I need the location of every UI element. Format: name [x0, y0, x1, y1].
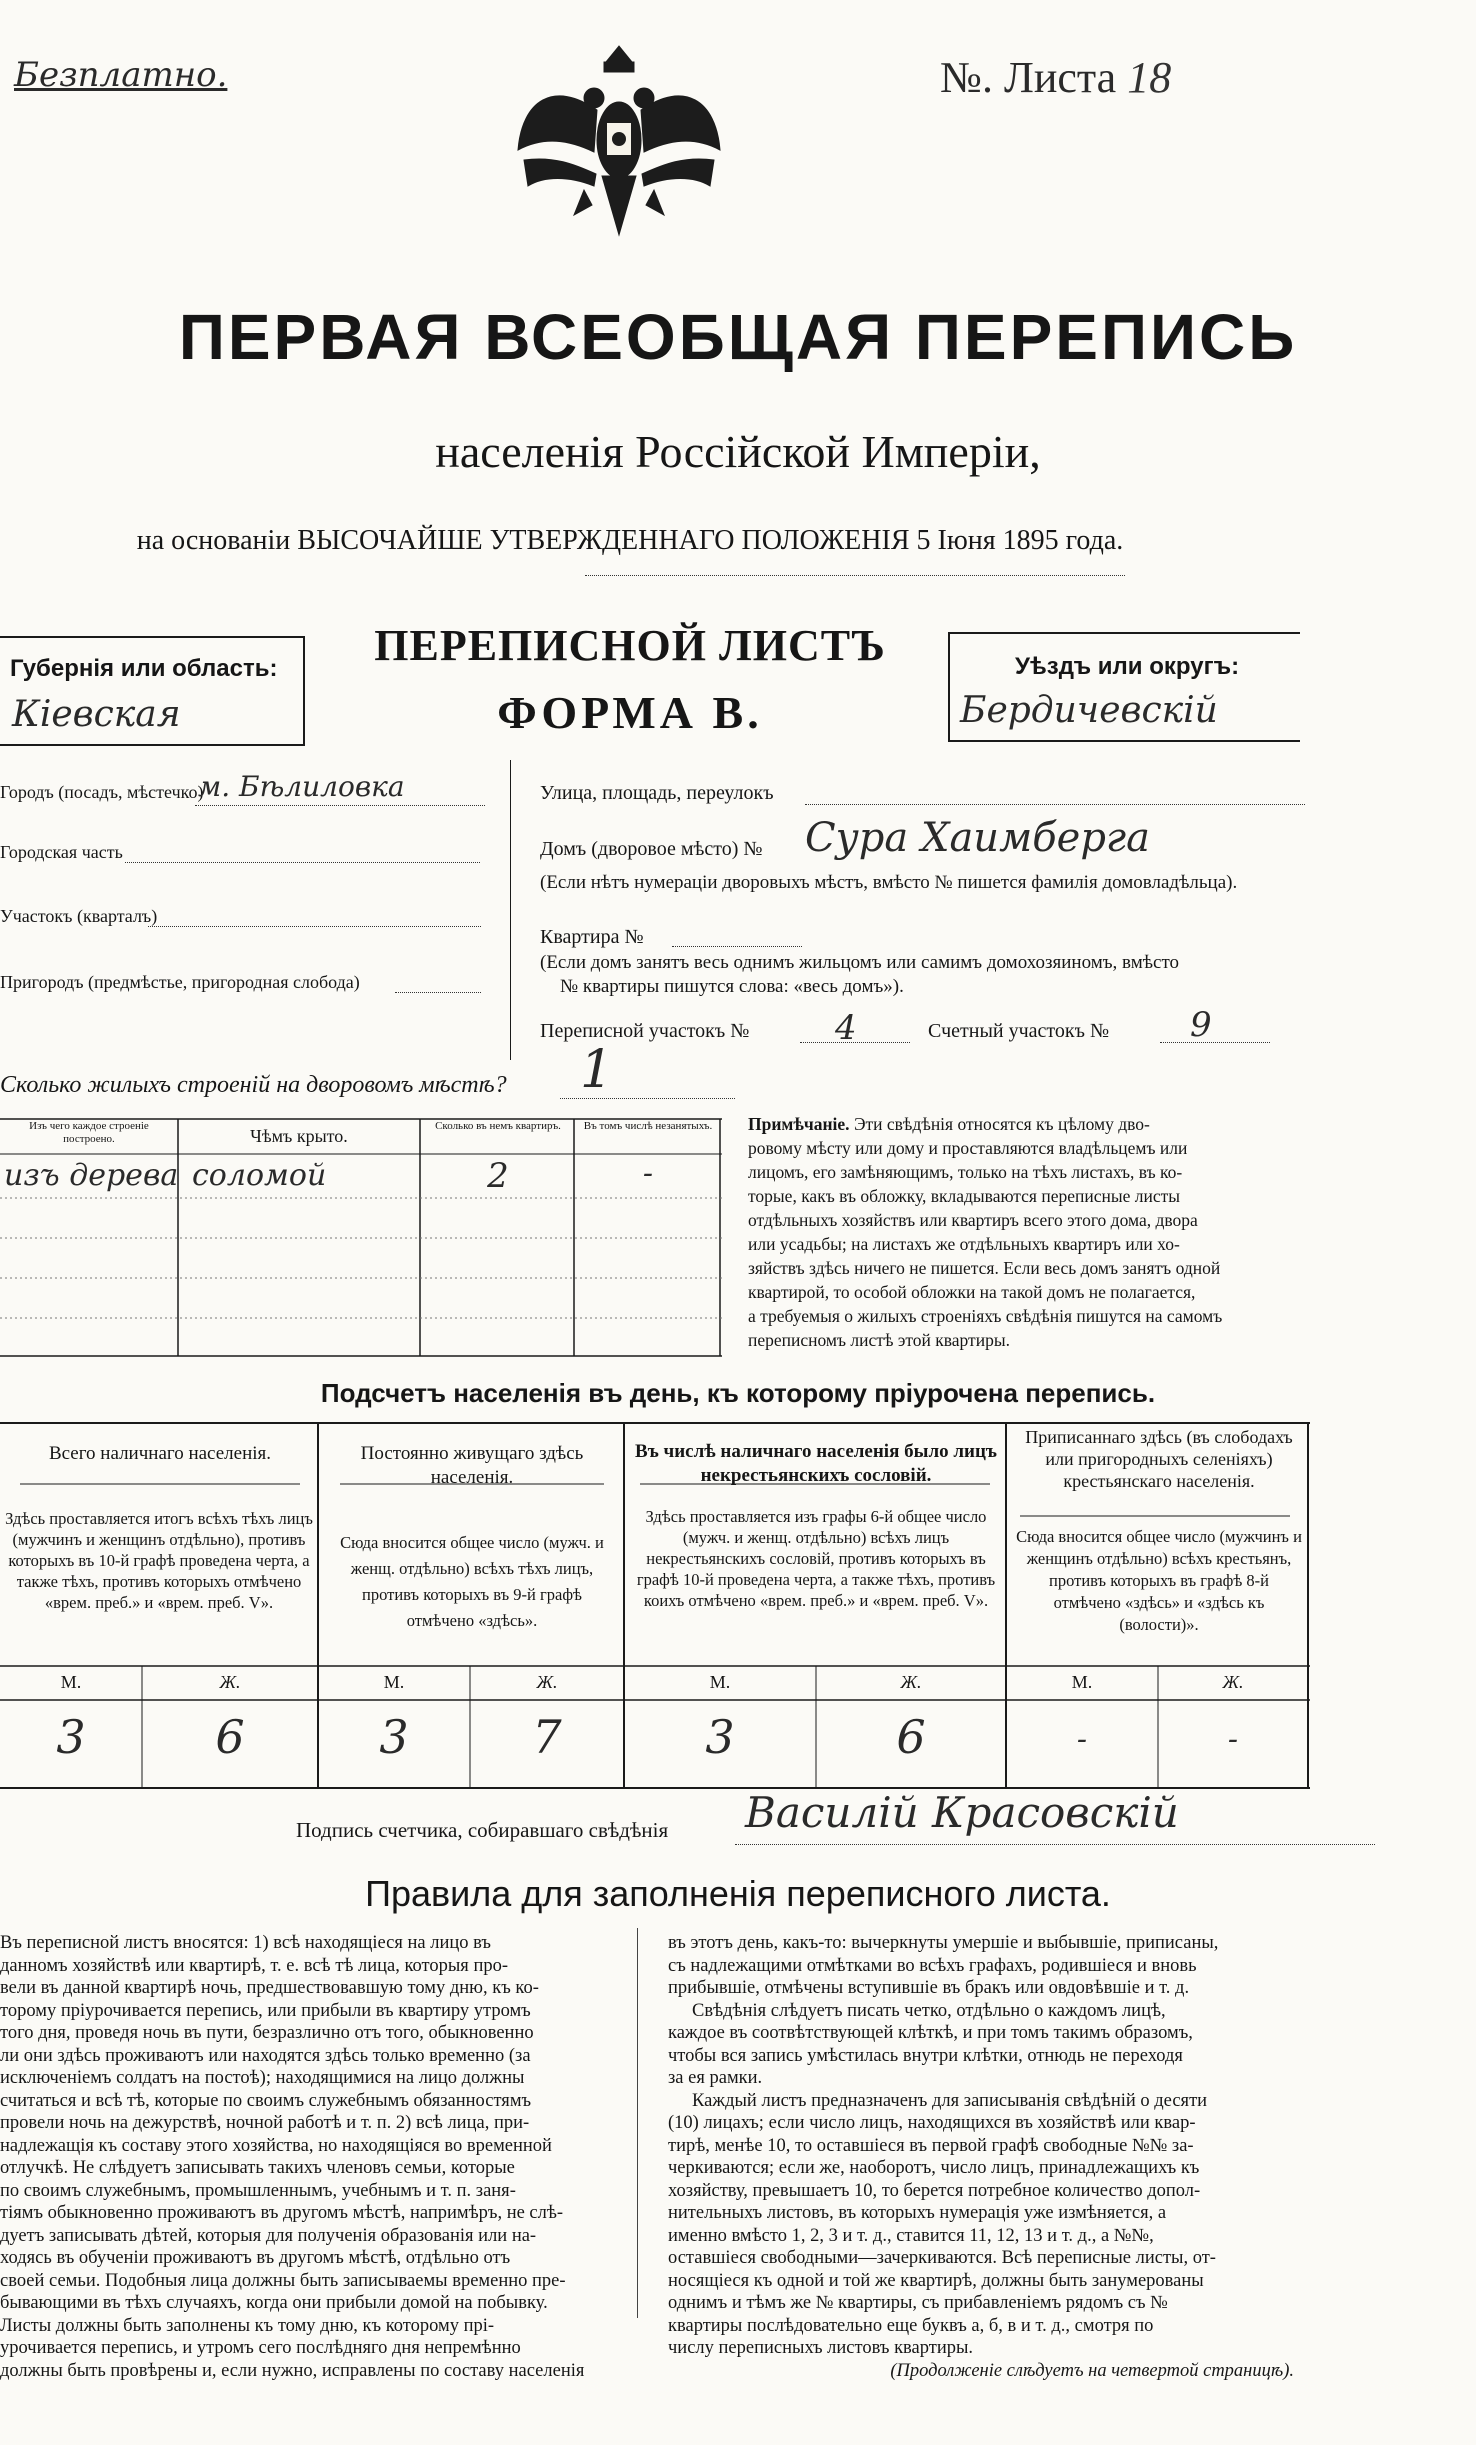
count-district-label: Счетный участокъ № [928, 1020, 1110, 1042]
c3-title: Въ числѣ наличнаго населенія было лицъ некрестьянскихъ сословій. [635, 1441, 997, 1486]
rules-right-line: Каждый листъ предназначенъ для записыванія свѣдѣній о десяти [692, 2090, 1208, 2111]
count-table [0, 1422, 1312, 1790]
note-line-7: квартирой, то особой обложки на такой домъ не полагается, [748, 1282, 1196, 1302]
rules-right-line: тирѣ, менѣе 10, то оставшіеся въ первой графѣ свободные №№ за- [668, 2135, 1194, 2156]
note-line-6: зяйствъ здѣсь ничего не пишется. Если весь домъ занятъ одной [748, 1258, 1221, 1278]
row1-material: изъ дерева [4, 1158, 179, 1193]
district-label: Уѣздъ или округъ: [1015, 653, 1240, 680]
subtitle: населенія Россійской Имперіи, [435, 426, 1041, 477]
rules-right-line: (10) лицахъ; если число лицъ, находящихся въ хозяйствѣ или квар- [668, 2113, 1196, 2133]
form-code: ФОРМА В. [497, 687, 763, 738]
sheet-number-value: 18 [1127, 53, 1172, 102]
rules-right-line: квартиры послѣдовательно еще буквъ а, б, в и т. д., смотря по [668, 2315, 1154, 2336]
rules-left-line: провели ночь на дежурствѣ, ночной работѣ и т. п. 2) всѣ лица, при- [0, 2113, 530, 2133]
rules-right-line: съ надлежащими отмѣтками во всѣхъ графахъ, родившіеся и вновь [668, 1955, 1197, 1976]
note-line-0: Примѣчаніе. Эти свѣдѣнія относятся къ цѣлому дво- [748, 1114, 1150, 1134]
col-vacant-header: Въ томъ числѣ незанятыхъ. [583, 1120, 713, 1132]
c4-f-value: - [1227, 1722, 1239, 1757]
rules-right-line: черкиваются; если же, наоборотъ, число лицъ, принадлежащихъ къ [668, 2158, 1200, 2178]
c2-f-header: Ж. [536, 1672, 558, 1692]
decree-line: на основаніи ВЫСОЧАЙШЕ УТВЕРЖДЕННАГО ПОЛОЖЕНІЯ 5 Іюня 1895 года. [136, 525, 1124, 556]
note-line-3: торые, какъ въ обложку, вкладываются переписные листы [748, 1186, 1181, 1206]
rules-left-line: надлежащія къ составу этого хозяйства, но находящіяся во временной [0, 2135, 552, 2156]
rules-right-line: именно вмѣсто 1, 2, 3 и т. д., ставится 11, 12, 13 и т. д., а №№, [668, 2225, 1154, 2246]
rules-right-line: нительныхъ листовъ, въ которыхъ нумерація уже измѣняется, а [668, 2203, 1167, 2223]
c2-m-value: 3 [379, 1710, 409, 1764]
rules-left-line: ходясь въ обученіи проживаютъ въ другомъ мѣстѣ, отдѣльно отъ [0, 2248, 511, 2268]
census-district-label: Переписной участокъ № [540, 1020, 750, 1042]
rules-left-line: считаться и всѣ тѣ, которые по своимъ служебнымъ обязанностямъ [0, 2090, 532, 2111]
note-line-1: ровому мѣсту или дому и проставляются владѣльцемъ или [748, 1138, 1188, 1158]
district-value: Бердичевскій [960, 690, 1218, 731]
rules-left-line: должны быть провѣрены и, если нужно, исправлены по составу населенія [0, 2360, 585, 2381]
form-name: ПЕРЕПИСНОЙ ЛИСТЪ [374, 621, 886, 670]
c2-f-value: 7 [532, 1710, 562, 1764]
rules-left-line: исключеніемъ солдатъ на постоѣ); находящимися на лицо должны [0, 2068, 525, 2088]
rules-right-column [668, 1932, 1314, 2382]
census-district-value: 4 [835, 1008, 857, 1048]
c4-f-header: Ж. [1222, 1672, 1244, 1692]
apartment-note-1: (Если домъ занятъ весь однимъ жильцомъ или самимъ домохозяиномъ, вмѣсто [540, 952, 1180, 973]
c1-text: Здѣсь проставляется итогъ всѣхъ тѣхъ лицъ (мужчинъ и женщинъ отдѣльно), противъ которыхъ въ 10-й графѣ проведена черта, а также тѣхъ, противъ которыхъ отмѣчено «врем. преб.» и «врем. преб. V». [5, 1509, 313, 1612]
rules-left-line: отлучкѣ. Не слѣдуетъ записывать такихъ членовъ семьи, которые [0, 2158, 515, 2178]
rules-left-line: данномъ хозяйствѣ или квартирѣ, т. е. всѣ тѣ лица, которыя про- [0, 1955, 509, 1976]
apartment-note-2: № квартиры пишутся слова: «весь домъ»). [560, 976, 904, 997]
c4-m-header: М. [1071, 1672, 1093, 1692]
house-label: Домъ (дворовое мѣсто) № [540, 838, 763, 860]
house-value: Сура Хаимберга [805, 815, 1150, 861]
row1-roof: соломой [192, 1158, 327, 1193]
buildings-table [0, 1118, 722, 1358]
note-line-2: лицомъ, его замѣняющимъ, только на тѣхъ листахъ, въ ко- [748, 1162, 1183, 1182]
free-label: Безплатно. [14, 55, 228, 95]
city-part-label: Городская часть [0, 842, 123, 862]
col-rooms-header: Сколько въ немъ квартиръ. [435, 1120, 561, 1132]
rules-left-line: того дня, проведя ночь въ пути, безразлично отъ того, обыкновенно [0, 2023, 534, 2043]
c1-f-header: Ж. [219, 1672, 241, 1692]
signature-value: Василій Красовскій [745, 1788, 1179, 1837]
rules-left-line: Листы должны быть заполнены къ тому дню, къ которому прі- [0, 2315, 495, 2336]
rules-right-line: числу переписныхъ листовъ квартиры. [668, 2338, 974, 2358]
buildings-note [748, 1112, 1308, 1352]
suburb-label: Пригородъ (предмѣстье, пригородная слобода) [0, 972, 360, 992]
province-label: Губернія или область: [10, 655, 278, 682]
rules-left-line: Въ переписной листъ вносятся: 1) всѣ находящіеся на лицо въ [0, 1933, 491, 1953]
rules-right-line: чтобы вся запись умѣстилась внутри клѣтки, отнюдь не переходя [668, 2045, 1183, 2066]
signature-label: Подпись счетчика, собиравшаго свѣдѣнія [296, 1818, 669, 1842]
rules-left-line: урочивается перепись, и утромъ сего послѣдняго дня непремѣнно [0, 2338, 521, 2358]
rules-right-line: носящіеся къ одной и той же квартирѣ, должны быть занумерованы [668, 2270, 1204, 2291]
block-label: Участокъ (кварталъ) [0, 906, 158, 926]
count-heading: Подсчетъ населенія въ день, къ которому пріурочена перепись. [320, 1378, 1156, 1408]
rules-left-line: ли они здѣсь проживаютъ или находятся здѣсь только временно (за [0, 2045, 531, 2066]
c1-title: Всего наличнаго населенія. [48, 1443, 272, 1464]
c1-m-value: 3 [56, 1710, 86, 1764]
c3-f-value: 6 [896, 1710, 926, 1764]
c2-title: Постоянно живущаго здѣсь населенія. [360, 1443, 584, 1488]
row1-vacant: - [642, 1156, 654, 1191]
apartment-label: Квартира № [540, 926, 644, 948]
note-line-8: а требуемыя о жилыхъ строеніяхъ свѣдѣнія пишутся на самомъ [748, 1306, 1223, 1326]
rules-left-line: по своимъ служебнымъ, промышленнымъ, учебнымъ и т. п. заня- [0, 2180, 516, 2201]
c4-title: Приписаннаго здѣсь (въ слободахъ или пригородныхъ селеніяхъ) крестьянскаго населенія. [1025, 1427, 1293, 1491]
buildings-answer: 1 [580, 1040, 614, 1100]
town-value: м. Бѣлиловка [198, 770, 405, 803]
rules-right-line: хозяйству, превышаетъ 10, то берется потребное количество допол- [668, 2180, 1201, 2201]
col-material-header: Изъ чего каждое строеніе построено. [29, 1120, 149, 1145]
rules-left-column [0, 1932, 610, 2382]
c2-text: Сюда вносится общее число (мужч. и женщ. отдѣльно) всѣхъ тѣхъ лицъ, противъ которыхъ въ 9-й графѣ отмѣчено «здѣсь». [340, 1533, 604, 1630]
rules-right-line: оставшіеся свободными—зачеркиваются. Всѣ переписные листы, от- [668, 2248, 1216, 2268]
c3-f-header: Ж. [900, 1672, 922, 1692]
rules-continued-note: (Продолженіе слѣдуетъ на четвертой страницѣ). [890, 2360, 1294, 2381]
c1-m-header: М. [60, 1672, 82, 1692]
count-district-value: 9 [1190, 1005, 1212, 1045]
street-label: Улица, площадь, переулокъ [540, 782, 774, 804]
province-value: Кіевская [12, 694, 181, 735]
rules-left-line: тіямъ обыкновенно проживаютъ въ другомъ мѣстѣ, напримѣръ, не слѣ- [0, 2203, 564, 2223]
c1-f-value: 6 [215, 1710, 245, 1764]
note-line-9: переписномъ листѣ этой квартиры. [748, 1330, 1010, 1350]
note-line-4: отдѣльныхъ хозяйствъ или квартиръ всего этого дома, двора [748, 1210, 1198, 1230]
row1-rooms: 2 [487, 1156, 509, 1196]
rules-left-line: своей семьи. Подобныя лица должны быть записываемы временно пре- [0, 2270, 566, 2291]
rules-right-line: Свѣдѣнія слѣдуетъ писать четко, отдѣльно о каждомъ лицѣ, [692, 2000, 1166, 2021]
c4-text: Сюда вносится общее число (мужчинъ и женщинъ отдѣльно) всѣхъ крестьянъ, противъ которыхъ въ графѣ 8-й отмѣчено «здѣсь» и «здѣсь къ (волости)». [1016, 1527, 1302, 1634]
rules-right-line: въ этотъ день, какъ-то: вычеркнуты умершіе и выбывшіе, приписаны, [668, 1933, 1219, 1953]
c3-m-value: 3 [705, 1710, 735, 1764]
town-label: Городъ (посадъ, мѣстечко) [0, 782, 204, 802]
sheet-number-label-text: №. Листа [940, 53, 1117, 102]
rules-heading: Правила для заполненія переписного листа. [365, 1873, 1111, 1914]
main-title: ПЕРВАЯ ВСЕОБЩАЯ ПЕРЕПИСЬ [178, 301, 1298, 373]
c3-text: Здѣсь проставляется изъ графы 6-й общее число (мужч. и женщ. отдѣльно) всѣхъ лицъ некрестьянскихъ сословій, противъ которыхъ въ графѣ 10-й проведена черта, а также тѣхъ, противъ коихъ отмѣчено «врем. преб.» и «врем. преб. V». [636, 1507, 996, 1610]
rules-left-line: дуетъ записывать дѣтей, которыя для полученія образованія или на- [0, 2225, 537, 2246]
note-head: Примѣчаніе. [748, 1114, 850, 1134]
rules-left-line: вели въ данной квартирѣ ночь, предшествовавшую тому дню, къ ко- [0, 1978, 539, 1998]
note-line-5: или усадьбы; на листахъ же отдѣльныхъ квартиръ или хо- [748, 1234, 1180, 1254]
rules-right-line: каждое въ соотвѣтствующей клѣткѣ, и при томъ такимъ образомъ, [668, 2023, 1193, 2043]
rules-right-line: прибывшіе, отмѣчены вступившіе въ бракъ или овдовѣвшіе и т. д. [668, 1978, 1190, 1998]
buildings-question: Сколько жилыхъ строеній на дворовомъ мѣстѣ? [0, 1072, 507, 1098]
sheet-number-label [940, 52, 1171, 103]
imperial-eagle-emblem [514, 40, 724, 245]
c2-m-header: М. [383, 1672, 405, 1692]
rules-right-line: однимъ и тѣмъ же № квартиры, съ прибавленіемъ рядомъ съ № [668, 2293, 1168, 2313]
col-roof-header: Чѣмъ крыто. [250, 1126, 348, 1146]
rules-left-line: бывающими въ тѣхъ случаяхъ, когда они прибыли домой на побывку. [0, 2293, 548, 2313]
house-note: (Если нѣтъ нумераціи дворовыхъ мѣстъ, вмѣсто № пишется фамилія домовладѣльца). [540, 872, 1238, 893]
c4-m-value: - [1076, 1722, 1088, 1757]
c3-m-header: М. [709, 1672, 731, 1692]
rules-right-line: за ея рамки. [668, 2068, 763, 2088]
rules-left-line: торому пріурочивается перепись, или прибыли въ квартиру утромъ [0, 2000, 531, 2021]
